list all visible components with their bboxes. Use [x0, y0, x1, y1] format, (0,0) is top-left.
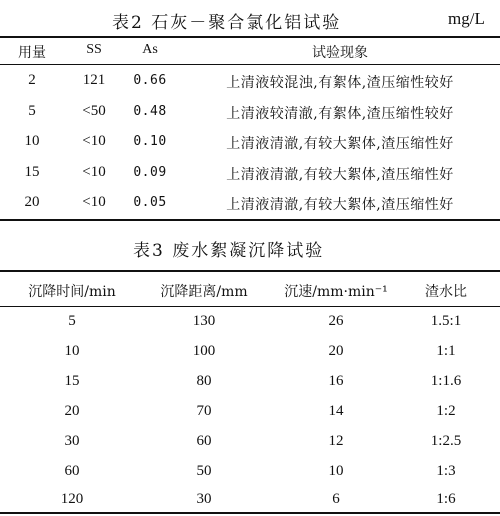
- table3-cell: 30: [64, 433, 80, 449]
- table3-cell: 1.5:1: [430, 313, 462, 329]
- table3-header-sludge-water-ratio: 渣水比: [425, 284, 467, 300]
- table2-cell: <10: [82, 133, 106, 149]
- table3-cell: 16: [328, 373, 344, 389]
- table2-unit: mg/L: [448, 9, 485, 28]
- table2-header-dosage: 用量: [18, 45, 46, 61]
- table2-cell: 上清液清澈,有较大絮体,渣压缩性好: [226, 136, 454, 152]
- table3-cell: 1:1: [436, 343, 456, 359]
- table2-cell: 10: [24, 133, 40, 149]
- table3-cell: 60: [64, 463, 80, 479]
- table3-cell: 30: [196, 491, 212, 507]
- table2-cell: 0.09: [133, 165, 167, 180]
- table3-cell: 50: [196, 463, 212, 479]
- table3-cell: 20: [328, 343, 344, 359]
- table2-cell: 上清液较清澈,有絮体,渣压缩性较好: [226, 106, 454, 122]
- table2-cell: 0.10: [133, 134, 167, 149]
- table3-cell: 100: [192, 343, 216, 359]
- table2-cell: <10: [82, 194, 106, 210]
- table3-cell: 20: [64, 403, 80, 419]
- table3-cell: 1:2.5: [430, 433, 462, 449]
- table3-cell: 130: [192, 313, 216, 329]
- table2-header-rule: [0, 64, 500, 65]
- table3-cell: 1:6: [436, 491, 456, 507]
- table2-cell: <50: [82, 103, 106, 119]
- table3-cell: 5: [68, 313, 76, 329]
- table3-bottom-rule: [0, 512, 500, 514]
- table3-header-settling-time: 沉降时间/min: [28, 284, 116, 300]
- table2-cell: 0.48: [133, 104, 167, 119]
- table2-cell: 20: [24, 194, 40, 210]
- table3-cell: 1:1.6: [430, 373, 462, 389]
- table3-cell: 1:3: [436, 463, 456, 479]
- table2-cell: 上清液较混浊,有絮体,渣压缩性较好: [226, 75, 454, 91]
- table3-header-settling-distance: 沉降距离/mm: [160, 284, 248, 300]
- table3-cell: 80: [196, 373, 212, 389]
- table3-cell: 12: [328, 433, 344, 449]
- table2-cell: 15: [24, 164, 40, 180]
- table3-header-rule: [0, 306, 500, 307]
- table2-header-ss: SS: [86, 42, 102, 57]
- table2-bottom-rule: [0, 219, 500, 221]
- table2-title: 表2 石灰－聚合氯化铝试验: [112, 13, 342, 33]
- table3-header-settling-speed: 沉速/mm·min⁻¹: [284, 284, 388, 300]
- table3-cell: 120: [60, 491, 84, 507]
- table3-cell: 10: [64, 343, 80, 359]
- table2-cell: 0.05: [133, 195, 167, 210]
- table3-cell: 14: [328, 403, 344, 419]
- table2-header-phenomenon: 试验现象: [312, 45, 368, 61]
- table2-cell: 上清液清澈,有较大絮体,渣压缩性好: [226, 167, 454, 183]
- table2-cell: 2: [28, 72, 36, 88]
- table3-title: 表3 废水絮凝沉降试验: [133, 241, 325, 261]
- table2-cell: 上清液清澈,有较大絮体,渣压缩性好: [226, 197, 454, 213]
- table3-cell: 60: [196, 433, 212, 449]
- table3-cell: 1:2: [436, 403, 456, 419]
- table3-cell: 26: [328, 313, 344, 329]
- table2-cell: <10: [82, 164, 106, 180]
- table3-cell: 6: [332, 491, 340, 507]
- table3-cell: 15: [64, 373, 80, 389]
- table3-cell: 70: [196, 403, 212, 419]
- table3-cell: 10: [328, 463, 344, 479]
- table2-cell: 121: [82, 72, 106, 88]
- table2-cell: 0.66: [133, 73, 167, 88]
- table2-cell: 5: [28, 103, 36, 119]
- table2-top-rule: [0, 36, 500, 38]
- table2-header-as: As: [142, 42, 158, 57]
- table3-top-rule: [0, 270, 500, 272]
